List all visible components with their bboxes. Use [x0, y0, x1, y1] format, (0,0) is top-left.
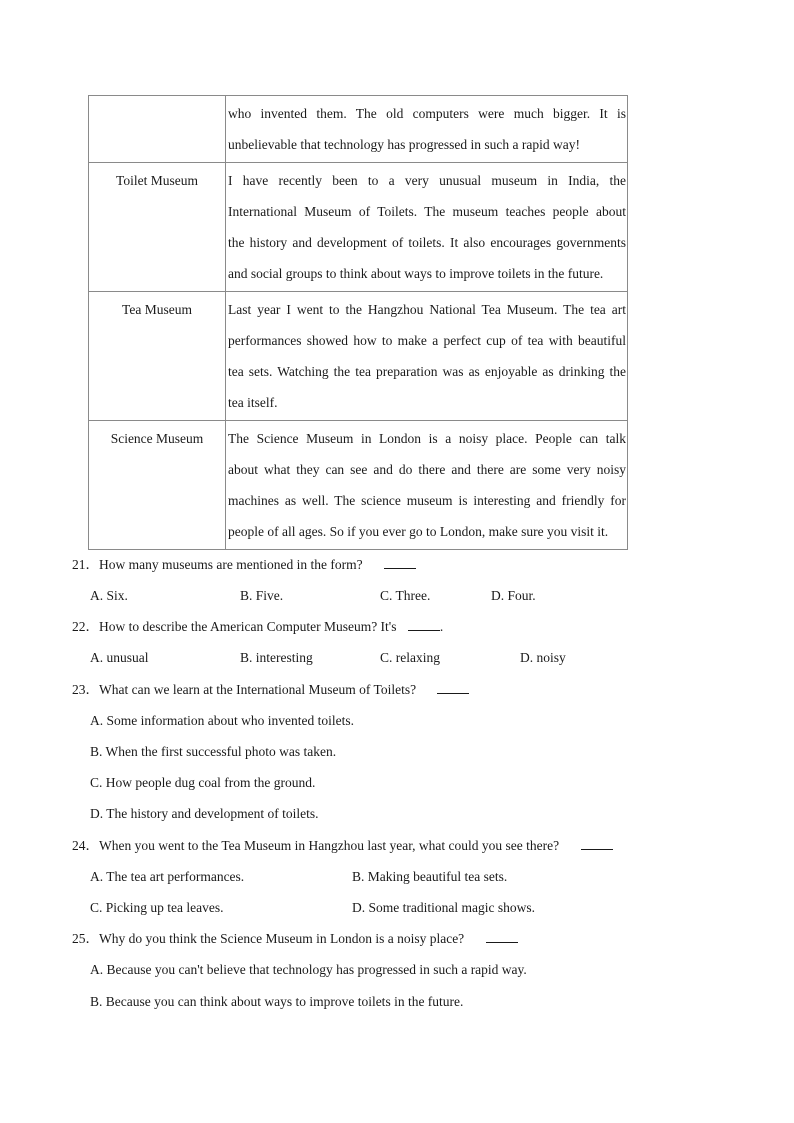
museum-name-cell: Science Museum	[89, 421, 226, 550]
question-number: 22．	[72, 619, 99, 634]
option[interactable]: C. relaxing	[380, 650, 440, 665]
question-text: How to describe the American Computer Museum? It's	[99, 619, 397, 634]
question-number: 24．	[72, 838, 99, 853]
description-line: and social groups to think about ways to improve toilets in the future.	[228, 266, 604, 281]
option[interactable]: D. Four.	[491, 588, 536, 603]
description-line: International Museum of Toilets. The museum teaches people about	[228, 204, 626, 219]
question-22	[72, 618, 443, 636]
option[interactable]: A. unusual	[90, 650, 149, 665]
table-row	[89, 163, 628, 292]
question-23	[72, 681, 469, 699]
option[interactable]: D. The history and development of toilets.	[90, 806, 319, 821]
answer-blank[interactable]	[437, 681, 469, 694]
option[interactable]: B. Because you can think about ways to improve toilets in the future.	[90, 994, 464, 1009]
question-number: 25．	[72, 931, 99, 946]
description-line: tea sets. Watching the tea preparation was as enjoyable as drinking the	[228, 364, 626, 379]
answer-blank[interactable]	[408, 618, 440, 631]
museum-name-cell: Toilet Museum	[89, 163, 226, 292]
question-text: How many museums are mentioned in the form?	[99, 557, 363, 572]
option[interactable]: A. Six.	[90, 588, 128, 603]
museum-description-cell	[226, 163, 628, 292]
answer-blank[interactable]	[486, 930, 518, 943]
question-number: 21．	[72, 557, 99, 572]
description-line: Last year I went to the Hangzhou National Tea Museum. The tea art	[228, 302, 626, 317]
museum-description-cell	[226, 421, 628, 550]
question-text: Why do you think the Science Museum in London is a noisy place?	[99, 931, 465, 946]
question-25	[72, 930, 518, 948]
option[interactable]: D. noisy	[520, 650, 566, 665]
table-row	[89, 421, 628, 550]
table-row	[89, 96, 628, 163]
option[interactable]: A. Some information about who invented toilets.	[90, 713, 354, 728]
option[interactable]: C. Three.	[380, 588, 431, 603]
option[interactable]: A. Because you can't believe that technology has progressed in such a rapid way.	[90, 962, 527, 977]
option[interactable]: B. Five.	[240, 588, 284, 603]
question-24	[72, 837, 613, 855]
museum-table	[88, 95, 628, 550]
option[interactable]: B. Making beautiful tea sets.	[352, 869, 508, 884]
option[interactable]: A. The tea art performances.	[90, 869, 245, 884]
museum-description-cell	[226, 96, 628, 163]
description-line: about what they can see and do there and there are some very noisy	[228, 462, 626, 477]
description-line: The Science Museum in London is a noisy place. People can talk	[228, 431, 626, 446]
option[interactable]: C. Picking up tea leaves.	[90, 900, 224, 915]
option[interactable]: D. Some traditional magic shows.	[352, 900, 535, 915]
description-line: machines as well. The science museum is interesting and friendly for	[228, 493, 626, 508]
description-line: tea itself.	[228, 395, 278, 410]
question-number: 23．	[72, 682, 99, 697]
option[interactable]: B. interesting	[240, 650, 313, 665]
question-21	[72, 556, 416, 574]
question-text: What can we learn at the International Museum of Toilets?	[99, 682, 417, 697]
description-line: who invented them. The old computers were much bigger. It is	[228, 106, 626, 121]
museum-name-cell: Tea Museum	[89, 292, 226, 421]
description-line: unbelievable that technology has progressed in such a rapid way!	[228, 137, 581, 152]
option[interactable]: B. When the first successful photo was taken.	[90, 744, 337, 759]
question-text: When you went to the Tea Museum in Hangzhou last year, what could you see there?	[99, 838, 560, 853]
option[interactable]: C. How people dug coal from the ground.	[90, 775, 316, 790]
table-row	[89, 292, 628, 421]
question-suffix: .	[439, 619, 444, 634]
museum-name-cell	[89, 96, 226, 163]
description-line: people of all ages. So if you ever go to London, make sure you visit it.	[228, 524, 609, 539]
answer-blank[interactable]	[384, 556, 416, 569]
museum-description-cell	[226, 292, 628, 421]
description-line: the history and development of toilets. It also encourages governments	[228, 235, 626, 250]
description-line: I have recently been to a very unusual museum in India, the	[228, 173, 626, 188]
description-line: performances showed how to make a perfect cup of tea with beautiful	[228, 333, 626, 348]
answer-blank[interactable]	[581, 837, 613, 850]
